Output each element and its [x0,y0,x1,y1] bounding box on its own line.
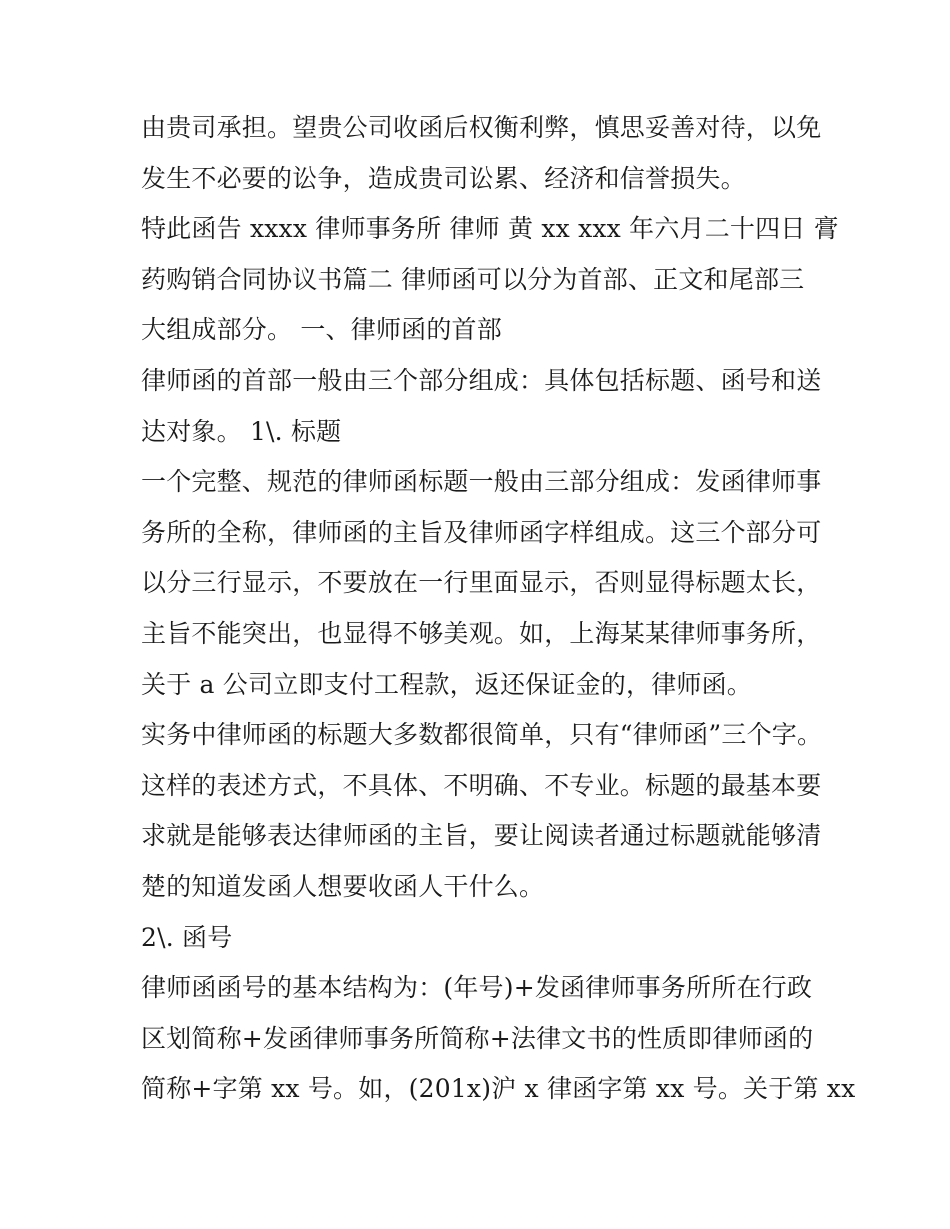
text-line: 发生不必要的讼争，造成贵司讼累、经济和信誉损失。 [141,163,746,193]
text-line: 楚的知道发函人想要收函人干什么。 [141,871,545,901]
text-line: 主旨不能突出，也显得不够美观。如，上海某某律师事务所， [141,618,822,648]
text-line: 特此函告 xxxx 律师事务所 律师 黄 xx xxx 年六月二十四日 膏 [141,214,839,244]
text-line: 求就是能够表达律师函的主旨，要让阅读者通过标题就能够清 [141,821,822,851]
text-line: 由贵司承担。望贵公司收函后权衡利弊，慎思妥善对待，以免 [141,113,822,142]
text-line: 简称+字第 xx 号。如，(201x)沪 x 律函字第 xx 号。关于第 xx [141,1074,856,1104]
text-line: 一个完整、规范的律师函标题一般由三部分组成：发函律师事 [141,467,822,497]
text-line: 药购销合同协议书篇二 律师函可以分为首部、正文和尾部三 [141,264,805,294]
text-line: 关于 a 公司立即支付工程款，返还保证金的，律师函。 [141,669,753,699]
text-line: 这样的表述方式，不具体、不明确、不专业。标题的最基本要 [141,770,822,800]
text-line: 大组成部分。 一、律师函的首部 [141,315,502,345]
text-line: 达对象。 1\. 标题 [141,416,342,446]
text-line: 务所的全称，律师函的主旨及律师函字样组成。这三个部分可 [141,517,822,547]
text-line: 实务中律师函的标题大多数都很简单，只有“律师函”三个字。 [141,720,823,750]
text-line: 区划简称+发函律师事务所简称+法律文书的性质即律师函的 [141,1023,814,1053]
text-line: 以分三行显示，不要放在一行里面显示，否则显得标题太长， [141,568,822,598]
text-line: 2\. 函号 [141,922,233,952]
body-text [141,103,856,1115]
text-line: 律师函的首部一般由三个部分组成：具体包括标题、函号和送 [141,365,822,395]
text-line: 律师函函号的基本结构为：(年号)+发函律师事务所所在行政 [141,973,813,1003]
